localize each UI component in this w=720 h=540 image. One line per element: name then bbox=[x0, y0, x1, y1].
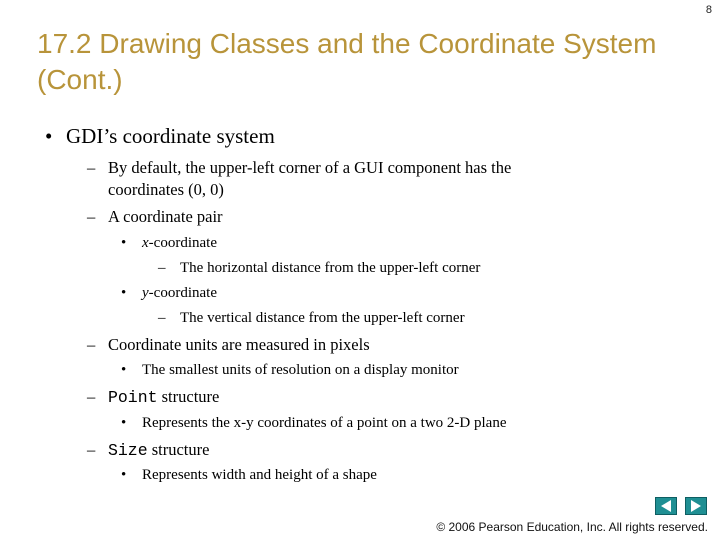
point-code: Point bbox=[108, 388, 158, 407]
triangle-right-icon bbox=[686, 498, 706, 514]
x-italic: x bbox=[142, 235, 149, 251]
dash-marker: – bbox=[87, 440, 96, 459]
triangle-left-icon bbox=[656, 498, 676, 514]
bullet-vertical-distance: The vertical distance from the upper-left corner bbox=[180, 310, 465, 326]
previous-slide-button[interactable] bbox=[655, 497, 677, 515]
size-code: Size bbox=[108, 441, 148, 460]
bullet-y-coordinate bbox=[142, 285, 217, 302]
point-structure-label: structure bbox=[157, 387, 220, 406]
bullet-marker: • bbox=[121, 467, 127, 483]
y-coordinate-label: -coordinate bbox=[148, 285, 217, 301]
copyright-notice: © 2006 Pearson Education, Inc. All rights reserved. bbox=[436, 520, 708, 534]
bullet-size-structure bbox=[108, 440, 209, 460]
dash-marker: – bbox=[87, 335, 96, 354]
dash-marker: – bbox=[158, 310, 166, 326]
dash-marker: – bbox=[87, 207, 96, 226]
bullet-point-structure bbox=[108, 387, 219, 407]
bullet-smallest-units: The smallest units of resolution on a display monitor bbox=[142, 362, 459, 378]
bullet-default-origin-cont: coordinates (0, 0) bbox=[108, 180, 224, 199]
x-coordinate-label: -coordinate bbox=[148, 235, 217, 251]
bullet-size-description: Represents width and height of a shape bbox=[142, 467, 377, 483]
bullet-marker: • bbox=[121, 285, 127, 301]
bullet-marker: • bbox=[121, 415, 127, 431]
bullet-coordinate-system: GDI’s coordinate system bbox=[66, 124, 275, 148]
bullet-default-origin: By default, the upper-left corner of a GUI component has the bbox=[108, 158, 512, 177]
bullet-marker: • bbox=[121, 362, 127, 378]
page-number: 8 bbox=[705, 4, 712, 16]
dash-marker: – bbox=[158, 260, 166, 276]
slide-title: 17.2 Drawing Classes and the Coordinate System (Cont.) bbox=[37, 28, 657, 95]
bullet-coordinate-pair: A coordinate pair bbox=[108, 207, 223, 226]
bullet-x-coordinate bbox=[142, 235, 217, 252]
size-structure-label: structure bbox=[147, 440, 210, 459]
bullet-horizontal-distance: The horizontal distance from the upper-left corner bbox=[180, 260, 481, 276]
next-slide-button[interactable] bbox=[685, 497, 707, 515]
bullet-marker: • bbox=[121, 235, 127, 251]
y-italic: y bbox=[142, 285, 149, 301]
dash-marker: – bbox=[87, 387, 96, 406]
bullet-coordinate-units: Coordinate units are measured in pixels bbox=[108, 335, 370, 354]
bullet-point-description: Represents the x-y coordinates of a point on a two 2-D plane bbox=[142, 415, 507, 431]
bullet-marker: • bbox=[45, 124, 53, 148]
dash-marker: – bbox=[87, 158, 96, 177]
